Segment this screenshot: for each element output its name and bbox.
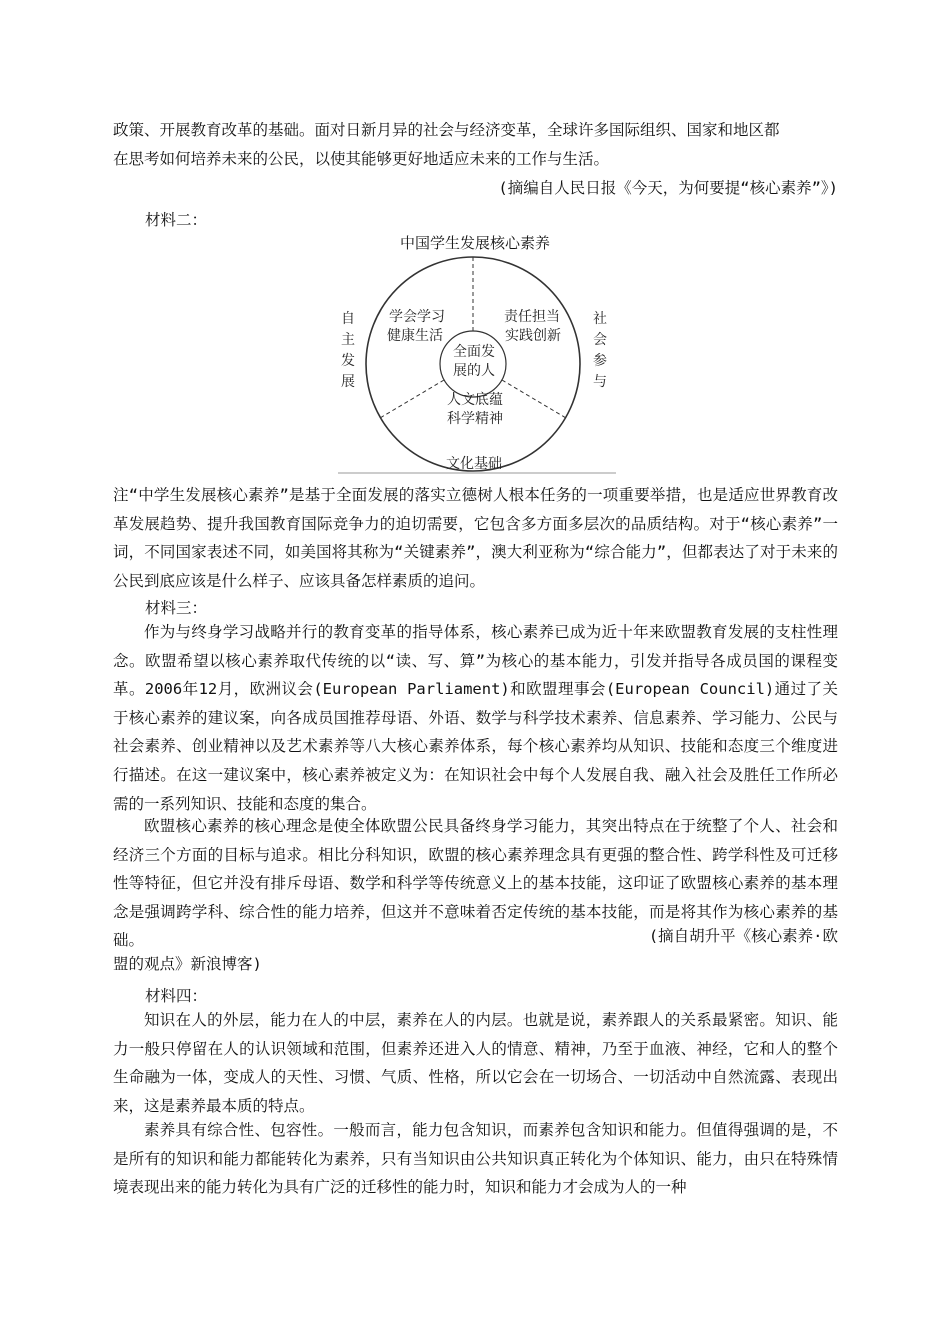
left-label-char: 主 xyxy=(341,332,355,348)
material-3-heading: 材料三： xyxy=(145,599,208,617)
material-4-paragraph-2: 素养具有综合性、包容性。一般而言，能力包含知识，而素养包含知识和能力。但值得强调的是，不是所有的知识和能力都能转化为素养，只有当知识由公共知识真正转化为个体知识、能力，由只在特殊情境表现出来的能力转化为具有广泛的迁移性的能力时，知识和能力才会成为人的一种 xyxy=(113,1121,838,1197)
sector-top-right-line-1: 责任担当 xyxy=(504,309,560,325)
material-3-paragraph-2: 欧盟核心素养的核心理念是使全体欧盟公民具备终身学习能力，其突出特点在于统整了个人、社会和经济三个方面的目标与追求。相比分科知识，欧盟的核心素养理念具有更强的整合性、跨学科性及可迁移性等特征，但它并没有排斥母语、数学和科学等传统意义上的基本技能，这印证了欧盟核心素养的基本理念是强调跨学科、综合性的能力培养，但这并不意味着否定传统的基本技能，而是将其作为核心素养的基础。 xyxy=(113,817,838,950)
material-4-paragraph-1: 知识在人的外层，能力在人的中层，素养在人的内层。也就是说，素养跟人的关系最紧密。知识、能力一般只停留在人的认识领域和范围，但素养还进入人的情意、精神，乃至于血液、神经，它和人的整个生命融为一体，变成人的天性、习惯、气质、性格，所以它会在一切场合、一切活动中自然流露、表现出来，这是素养最本质的特点。 xyxy=(113,1011,838,1115)
material-3-paragraph-1: 作为与终身学习战略并行的教育变革的指导体系，核心素养已成为近十年来欧盟教育发展的支柱性理念。欧盟希望以核心素养取代传统的以“读、写、算”为核心的基本能力，引发并指导各成员国的课程变革。2006年12月，欧洲议会(European Parliament)和欧盟理事会(European Council)通过了关于核心素养的建议案，向各成员国推荐母语、外语、数学与科学技术素养、信息素养、学习能力、公民与社会素养、创业精神以及艺术素养等八大核心素养体系，每个核心素养均从知识、技能和态度三个维度进行描述。在这一建议案中，核心素养被定义为：在知识社会中每个人发展自我、融入社会及胜任工作所必需的一系列知识、技能和态度的集合。 xyxy=(113,623,838,813)
sector-top-left-line-2: 健康生活 xyxy=(387,328,443,344)
figure-note: 注“中学生发展核心素养”是基于全面发展的落实立德树人根本任务的一项重要举措，也是适应世界教育改革发展趋势、提升我国教育国际竞争力的迫切需要，它包含多方面多层次的品质结构。对于“核心素养”一词，不同国家表述不同，如美国将其称为“关键素养”，澳大利亚称为“综合能力”，但都表达了对于未来的公民到底应该是什么样子、应该具备怎样素质的追问。 xyxy=(113,486,838,590)
right-label-char: 与 xyxy=(593,374,607,390)
source-citation-1: (摘编自人民日报《今天，为何要提“核心素养”》) xyxy=(498,179,838,197)
sector-top-right-line-2: 实践创新 xyxy=(505,328,561,344)
left-label-char: 自 xyxy=(341,311,355,327)
sector-bottom-line-2: 科学精神 xyxy=(447,411,503,427)
left-label-char: 发 xyxy=(341,353,355,369)
center-label-line-2: 展的人 xyxy=(453,363,495,379)
divider-left xyxy=(380,380,444,418)
sector-top-left-line-1: 学会学习 xyxy=(389,309,445,325)
source-citation-2b: 盟的观点》新浪博客) xyxy=(113,955,262,973)
material-4-heading: 材料四： xyxy=(145,987,208,1005)
sector-bottom-line-1: 人文底蕴 xyxy=(447,392,503,408)
source-citation-2a: (摘自胡升平《核心素养·欧 xyxy=(648,927,838,945)
material-2-heading: 材料二： xyxy=(145,211,208,229)
intro-line-2: 在思考如何培养未来的公民，以使其能够更好地适应未来的工作与生活。 xyxy=(113,150,610,168)
right-label-char: 社 xyxy=(593,311,607,327)
right-label-char: 会 xyxy=(593,332,607,348)
right-label-char: 参 xyxy=(593,353,607,369)
figure-title: 中国学生发展核心素养 xyxy=(399,234,550,252)
divider-right xyxy=(502,380,566,418)
left-label-char: 展 xyxy=(341,374,355,390)
bottom-label: 文化基础 xyxy=(446,456,502,472)
intro-line-1: 政策、开展教育改革的基础。面对日新月异的社会与经济变革，全球许多国际组织、国家和地区都 xyxy=(113,121,780,139)
center-label-line-1: 全面发 xyxy=(453,344,495,360)
